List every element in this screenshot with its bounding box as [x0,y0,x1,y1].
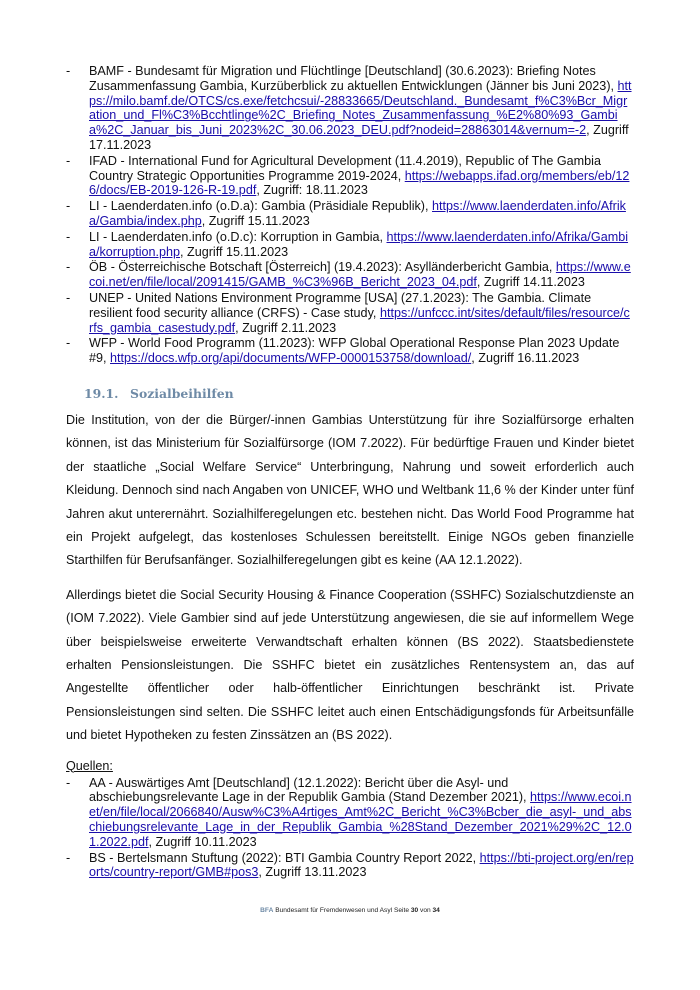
section-heading [84,386,634,401]
reference-item: - UNEP - United Nations Environment Programme [USA] (27.1.2023): The Gambia. Climate resilient food security alliance (CRFS) - Case study, https://unfccc.int/sites/default/files/resource/crfs_gambia_casestudy.pdf, Zugriff 2.11.2023 [66,290,630,335]
section-number: 19.1. [84,385,119,401]
body-paragraph: Die Institution, von der die Bürger/-innen Gambias Unterstützung für ihre Sozialfürsorge erhalten können, ist das Ministerium für Sozialfürsorge (IOM 7.2022). Für bedürftige Frauen und Kinder bietet der staatliche „Social Welfare Service“ Unterbringung, Nahrung und soweit erforderlich auch Kleidung. Dennoch sind nach Angaben von UNICEF, WHO und Weltbank 11,6 % der Kinder unter fünf Jahren akut unterernährt. Sozialhilferegelungen etc. bestehen nicht. Das World Food Programme hat ein Projekt aufgelegt, das kostenloses Schulessen bereitstellt. Einige NGOs geben finanzielle Starthilfen für Berufsanfänger. Sozialhilferegelungen gibt es keine (AA 12.1.2022). [66,412,634,568]
reference-item: - AA - Auswärtiges Amt [Deutschland] (12.1.2022): Bericht über die Asyl- und abschiebungsrelevante Lage in der Republik Gambia (Stand Dezember 2021), https://www.ecoi.net/en/file/local/2066840/Ausw%C3%A4rtiges_Amt%2C_Bericht_%C3%Bcber_die_asyl-_und_abschiebungsrelevante_Lage_in_der_Republik_Gambia_%28Stand_Dezember_2021%29%2C_12.01.2022.pdf, Zugriff 10.11.2023 [66,775,632,849]
footer-org: Bundesamt für Fremdenwesen und Asyl [275,907,393,914]
reference-link[interactable]: https://bti-project.org/en/reports/country-report/GMB#pos3 [89,850,634,880]
body-paragraph: Allerdings bietet die Social Security Housing & Finance Cooperation (SSHFC) Sozialschutzdienste an (IOM 7.2022). Viele Gambier sind auf jede Unterstützung angewiesen, die sie auf informellem Wege über beispielsweise erweiterte Verwandtschaft erhalten können (BS 2022). Staatsbedienstete erhalten Pensionsleistungen. Die SSHFC bietet ein zusätzliches Rentensystem an, das auf Angestellte öffentlicher oder halb-öffentlicher Einrichtungen beschränkt ist. Private Pensionsleistungen sind selten. Die SSHFC leitet auch einen Entschädigungsfonds für Arbeitsunfälle und bietet Hypotheken zu festen Zinssätzen an (BS 2022). [66,587,634,743]
document-page [66,64,634,881]
reference-link[interactable]: https://www.laenderdaten.info/Afrika/Gambia/korruption.php [89,229,629,259]
footer-page-total: 34 [432,907,440,914]
reference-link[interactable]: https://unfccc.int/sites/default/files/resource/crfs_gambia_casestudy.pdf [89,305,630,335]
reference-item: - LI - Laenderdaten.info (o.D.a): Gambia (Präsidiale Republik), https://www.laenderdaten.info/Afrika/Gambia/index.php, Zugriff 15.11.2023 [66,199,626,228]
footer-of-word: von [420,907,431,914]
reference-link[interactable]: https://www.ecoi.net/en/file/local/2066840/Ausw%C3%A4rtiges_Amt%2C_Bericht_%C3%Bcber_die_asyl-_und_abschiebungsrelevante_Lage_in_der_Republik_Gambia_%28Stand_Dezember_2021%29%2C_12.01.2022.pdf [89,790,632,849]
reference-link[interactable]: https://www.ecoi.net/en/file/local/2091415/GAMB_%C3%96B_Bericht_2023_04.pdf [89,260,631,290]
reference-link[interactable]: https://milo.bamf.de/OTCS/cs.exe/fetchcsui/-28833665/Deutschland._Bundesamt_f%C3%Bcr_Migration_und_Fl%C3%Bcchtlinge%2C_Briefing_Notes_Zusammenfassung_%E2%80%93_Gambia%2C_Januar_bis_Juni_2023%2C_30.06.2023_DEU.pdf?nodeid=28863014&vernum=-2 [89,78,632,138]
footer-brand: BFA [260,907,274,914]
reference-item: - BS - Bertelsmann Stuftung (2022): BTI Gambia Country Report 2022, https://bti-project.org/en/reports/country-report/GMB#pos3, Zugriff 13.11.2023 [66,850,634,880]
reference-list-bottom [66,776,634,881]
page-footer [0,907,700,914]
reference-item: - BAMF - Bundesamt für Migration und Flüchtlinge [Deutschland] (30.6.2023): Briefing Notes Zusammenfassung Gambia, Kurzüberblick zu aktuellen Entwicklungen (Jänner bis Juni 2023), https://milo.bamf.de/OTCS/cs.exe/fetchcsui/-28833665/Deutschland._Bundesamt_f%C3%Bcr_Migration_und_Fl%C3%Bcchtlinge%2C_Briefing_Notes_Zusammenfassung_%E2%80%93_Gambia%2C_Januar_bis_Juni_2023%2C_30.06.2023_DEU.pdf?nodeid=28863014&vernum=-2, Zugriff 17.11.2023 [66,64,632,152]
reference-item: - ÖB - Österreichische Botschaft [Österreich] (19.4.2023): Asylländerbericht Gambia, https://www.ecoi.net/en/file/local/2091415/GAMB_%C3%96B_Bericht_2023_04.pdf, Zugriff 14.11.2023 [66,260,631,290]
reference-link[interactable]: https://webapps.ifad.org/members/eb/126/docs/EB-2019-126-R-19.pdf [89,168,630,198]
reference-list-top [66,64,634,366]
footer-page-number: 30 [410,907,419,914]
sources-label: Quellen: [66,758,113,773]
reference-item: - LI - Laenderdaten.info (o.D.c): Korruption in Gambia, https://www.laenderdaten.info/Afrika/Gambia/korruption.php, Zugriff 15.11.2023 [66,229,629,259]
reference-item: - WFP - World Food Programm (11.2023): WFP Global Operational Response Plan 2023 Update #9, https://docs.wfp.org/api/documents/WFP-0000153758/download/, Zugriff 16.11.2023 [66,336,620,366]
section-title: Sozialbeihilfen [130,385,234,401]
reference-link[interactable]: https://docs.wfp.org/api/documents/WFP-0000153758/download/ [110,351,472,366]
footer-page-word: Seite [393,907,409,914]
reference-item: - IFAD - International Fund for Agricultural Development (11.4.2019), Republic of The Gambia Country Strategic Opportunities Programme 2019-2024, https://webapps.ifad.org/members/eb/126/docs/EB-2019-126-R-19.pdf, Zugriff: 18.11.2023 [66,153,630,198]
reference-link[interactable]: https://www.laenderdaten.info/Afrika/Gambia/index.php [89,199,626,228]
